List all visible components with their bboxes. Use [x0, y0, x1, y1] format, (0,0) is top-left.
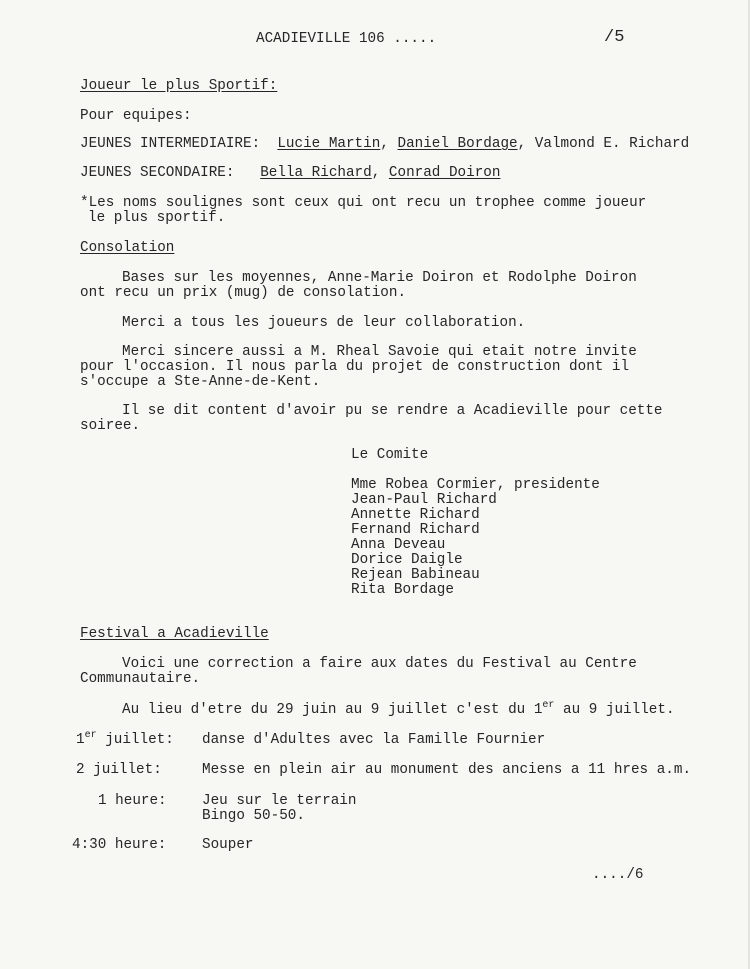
merci-line3: s'occupe a Ste-Anne-de-Kent. [80, 374, 321, 390]
winner-name: Lucie Martin [277, 136, 381, 152]
schedule-when-rest: juillet: [96, 732, 174, 748]
content-line1: Il se dit content d'avoir pu se rendre a Acadieville pour cette [122, 403, 663, 419]
correction-line1: Voici une correction a faire aux dates du Festival au Centre [122, 656, 637, 672]
schedule-what: Messe en plein air au monument des anciens a 11 hres a.m. [202, 762, 692, 778]
schedule-when: 2 juillet: [76, 762, 162, 778]
schedule-when: 1 heure: [98, 793, 167, 809]
comite-member: Anna Deveau [351, 537, 446, 553]
festival-heading: Festival a Acadieville [80, 626, 269, 642]
secondaire-row: JEUNES SECONDAIRE: Bella Richard, Conrad Doiron [80, 165, 501, 181]
intermediaire-row: JEUNES INTERMEDIAIRE: Lucie Martin, Daniel Bordage, Valmond E. Richard [80, 136, 690, 152]
dates-text-b: au 9 juillet. [554, 702, 675, 718]
comite-member: Dorice Daigle [351, 552, 463, 568]
sportif-heading: Joueur le plus Sportif: [80, 78, 278, 94]
secondaire-label: JEUNES SECONDAIRE: [80, 165, 235, 181]
schedule-what: Jeu sur le terrain [202, 793, 357, 809]
merci-line2: pour l'occasion. Il nous parla du projet de construction dont il [80, 359, 630, 375]
team-member-name: Valmond E. Richard [534, 136, 690, 152]
intermediaire-label: JEUNES INTERMEDIAIRE: [80, 136, 261, 152]
schedule-what: danse d'Adultes avec la Famille Fournier [202, 732, 546, 748]
comite-member: Fernand Richard [351, 522, 480, 538]
page-number: /5 [604, 28, 625, 47]
dates-text-a: Au lieu d'etre du 29 juin au 9 juillet c'est du 1 [122, 702, 543, 718]
winner-name: Daniel Bordage [397, 136, 518, 152]
comite-member: Rejean Babineau [351, 567, 480, 583]
dates-superscript: er [542, 700, 555, 712]
consolation-heading: Consolation [80, 240, 175, 256]
continued-marker: ..../6 [592, 867, 644, 883]
sportif-note-line2: le plus sportif. [88, 210, 226, 226]
schedule-when-day: 1 [76, 732, 85, 748]
schedule-when-superscript: er [84, 730, 97, 742]
content-line2: soiree. [80, 418, 141, 434]
winner-name: Conrad Doiron [388, 165, 501, 181]
schedule-what: Souper [202, 837, 254, 853]
pour-equipes-label: Pour equipes: [80, 108, 192, 124]
consolation-line1: Bases sur les moyennes, Anne-Marie Doiron et Rodolphe Doiron [122, 270, 637, 286]
merci-line1: Merci sincere aussi a M. Rheal Savoie qui etait notre invite [122, 344, 637, 360]
consolation-line2: ont recu un prix (mug) de consolation. [80, 285, 407, 301]
correction-line2: Communautaire. [80, 671, 201, 687]
winner-name: Bella Richard [260, 165, 372, 181]
comite-member: Rita Bordage [351, 582, 454, 598]
comite-member: Jean-Paul Richard [351, 492, 497, 508]
thanks-line: Merci a tous les joueurs de leur collaboration. [122, 315, 526, 331]
comite-member: Mme Robea Cormier, presidente [351, 477, 600, 493]
comite-title: Le Comite [351, 447, 429, 463]
schedule-when [76, 730, 174, 748]
document-title: ACADIEVILLE 106 ..... [256, 31, 437, 47]
dates-line [122, 700, 675, 718]
schedule-when: 4:30 heure: [72, 837, 167, 853]
comite-member: Annette Richard [351, 507, 480, 523]
sportif-note-line1: *Les noms soulignes sont ceux qui ont recu un trophee comme joueur [80, 195, 647, 211]
schedule-what-extra: Bingo 50-50. [202, 808, 305, 824]
